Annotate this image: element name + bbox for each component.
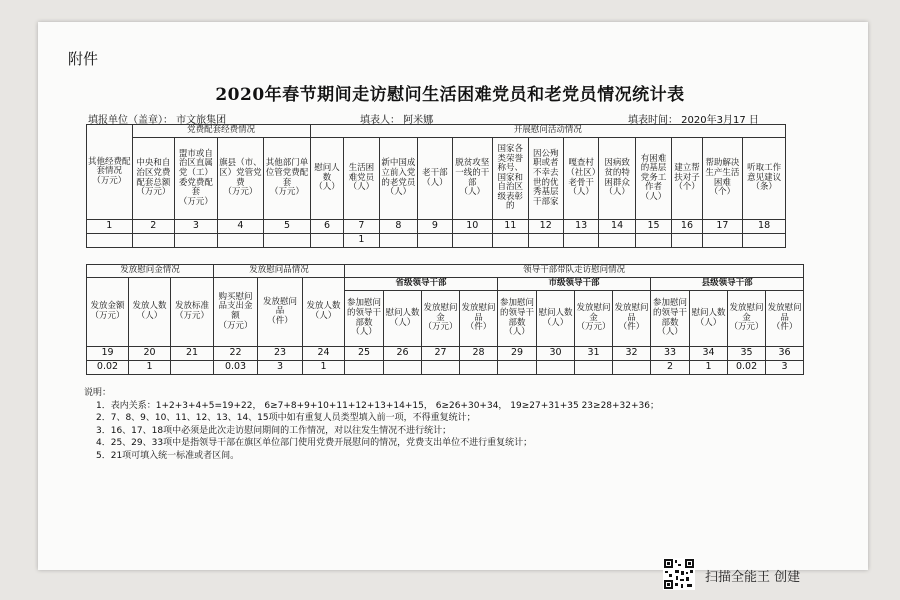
fill-date: 填表时间： 2020年3月17 日 (628, 115, 759, 126)
data-cell (493, 234, 528, 248)
header-col-27: 发放慰问金 （万元） (422, 291, 460, 347)
header-provincial-leaders: 省级领导干部 (345, 278, 498, 291)
header-col-17: 帮助解决生产生活困难 （个） (702, 138, 743, 220)
filler-name: 填表人： 阿米娜 (360, 115, 434, 126)
header-col-32: 发放慰问品 （件） (613, 291, 651, 347)
header-col-20: 发放人数 （人） (129, 278, 171, 347)
header-col-4: 旗县（市、区）党管党费 （万元） (217, 138, 264, 220)
table-row-col-numbers (87, 347, 804, 361)
col-number: 19 (87, 347, 129, 361)
data-cell (635, 234, 671, 248)
header-col-28: 发放慰问品 （件） (460, 291, 498, 347)
col-number: 32 (613, 347, 651, 361)
data-cell (613, 361, 651, 375)
header-leaders-group: 领导干部带队走访慰问情况 (345, 265, 804, 278)
header-col-21: 发放标准 （万元） (171, 278, 214, 347)
header-city-leaders: 市级领导干部 (498, 278, 651, 291)
header-activity-group: 开展慰问活动情况 (310, 125, 785, 138)
table-row-data (87, 361, 804, 375)
note-line: 3．16、17、18项中必须是此次走访慰问期间的工作情况，对以往发生情况不进行统计； (96, 425, 452, 436)
header-col-15: 有困难的基层党务工作者 （人） (635, 138, 671, 220)
header-col-19: 发放金额 （万元） (87, 278, 129, 347)
data-cell (384, 361, 422, 375)
col-number: 21 (171, 347, 214, 361)
col-number: 20 (129, 347, 171, 361)
data-cell (310, 234, 343, 248)
table-row-col-numbers (87, 220, 786, 234)
data-cell: 0.03 (214, 361, 258, 375)
header-col-35: 发放慰问金 （万元） (728, 291, 766, 347)
col-number: 35 (728, 347, 766, 361)
col-number: 3 (175, 220, 218, 234)
header-col-16: 建立帮扶对子 （个） (672, 138, 702, 220)
col-number: 36 (766, 347, 804, 361)
attachment-label: 附件 (68, 50, 99, 68)
data-cell (132, 234, 175, 248)
col-number: 4 (217, 220, 264, 234)
data-cell (563, 234, 598, 248)
note-line: 2．7、8、9、10、11、12、13、14、15项中如有重复人员类型填入前一项，不得重复统计； (96, 413, 476, 423)
data-cell: 0.02 (728, 361, 766, 375)
col-number: 28 (460, 347, 498, 361)
data-cell: 2 (651, 361, 690, 375)
page-title: 2020年春节期间走访慰问生活困难党员和老党员情况统计表 (215, 85, 685, 105)
header-col-34: 慰问人数 （人） (690, 291, 728, 347)
data-cell (528, 234, 563, 248)
header-goods-group: 发放慰问品情况 (214, 265, 345, 278)
data-cell (498, 361, 537, 375)
col-number: 1 (87, 220, 133, 234)
col-number: 7 (344, 220, 379, 234)
header-party-fund-group: 党费配套经费情况 (132, 125, 310, 138)
header-county-leaders: 县级领导干部 (651, 278, 804, 291)
data-cell (379, 234, 417, 248)
data-cell (418, 234, 452, 248)
header-col-24: 发放人数 （人） (303, 278, 345, 347)
data-cell (743, 234, 786, 248)
col-number: 25 (345, 347, 384, 361)
header-money-group: 发放慰问金情况 (87, 265, 214, 278)
col-number: 31 (575, 347, 613, 361)
header-col-14: 因病致贫的特困群众 （人） (599, 138, 635, 220)
header-col-31: 发放慰问金 （万元） (575, 291, 613, 347)
data-cell (575, 361, 613, 375)
data-cell (422, 361, 460, 375)
header-col-6: 慰问人数 （人） (310, 138, 343, 220)
col-number: 27 (422, 347, 460, 361)
data-cell (599, 234, 635, 248)
data-cell (702, 234, 743, 248)
col-number: 6 (310, 220, 343, 234)
data-cell (460, 361, 498, 375)
col-number: 29 (498, 347, 537, 361)
table-distribution (86, 264, 804, 375)
col-number: 30 (537, 347, 575, 361)
header-col-5: 其他部门单位管党费配套 （万元） (264, 138, 311, 220)
note-line: 1．表内关系：1+2+3+4+5=19+22， 6≥7+8+9+10+11+12+13+14+15， 6≥26+30+34， 19≥27+31+35 23≥28+32+36； (96, 400, 660, 411)
col-number: 11 (493, 220, 528, 234)
table-activities (86, 124, 786, 248)
col-number: 33 (651, 347, 690, 361)
data-cell (87, 234, 133, 248)
data-cell (452, 234, 493, 248)
col-number: 17 (702, 220, 743, 234)
col-number: 9 (418, 220, 452, 234)
header-col-2: 中央和自治区党费配套总额 （万元） (132, 138, 175, 220)
header-col-12: 因公殉职或者不幸去世的优秀基层干部家 (528, 138, 563, 220)
note-line: 5．21项可填入统一标准或者区间。 (96, 450, 240, 461)
col-number: 34 (690, 347, 728, 361)
scanner-watermark: 扫描全能王 创建 (705, 570, 801, 585)
col-number: 14 (599, 220, 635, 234)
header-col-25: 参加慰问的领导干部数 （人） (345, 291, 384, 347)
data-cell: 1 (129, 361, 171, 375)
col-number: 10 (452, 220, 493, 234)
header-col-13: 嘎查村（社区）老骨干 （人） (563, 138, 598, 220)
data-cell: 1 (690, 361, 728, 375)
header-col-30: 慰问人数 （人） (537, 291, 575, 347)
data-cell (345, 361, 384, 375)
col-number: 15 (635, 220, 671, 234)
col-number: 13 (563, 220, 598, 234)
data-cell (264, 234, 311, 248)
col-number: 23 (258, 347, 303, 361)
col-number: 8 (379, 220, 417, 234)
col-number: 18 (743, 220, 786, 234)
col-number: 5 (264, 220, 311, 234)
col-number: 2 (132, 220, 175, 234)
data-cell (175, 234, 218, 248)
qr-code-icon (663, 558, 695, 590)
header-col-22: 购买慰问品支出金额 （万元） (214, 278, 258, 347)
header-col-9: 老干部 （人） (418, 138, 452, 220)
col-number: 16 (672, 220, 702, 234)
data-cell (217, 234, 264, 248)
data-cell (537, 361, 575, 375)
header-col-7: 生活困难党员 （人） (344, 138, 379, 220)
header-col-36: 发放慰问品 （件） (766, 291, 804, 347)
data-cell: 3 (766, 361, 804, 375)
header-col-8: 新中国成立前入党的老党员 （人） (379, 138, 417, 220)
note-line: 4．25、29、33项中是指领导干部在旗区单位部门使用党费开展慰问的情况，党费支出单位不进行重复统计； (96, 438, 533, 448)
fill-unit: 填报单位（盖章）： 市文旅集团 (88, 115, 227, 126)
col-number: 22 (214, 347, 258, 361)
data-cell: 1 (344, 234, 379, 248)
header-other-funds: 其他经费配套情况 （万元） (87, 125, 133, 220)
header-col-3: 盟市或自治区直属党（工）委党费配套 （万元） (175, 138, 218, 220)
data-cell: 0.02 (87, 361, 129, 375)
data-cell (171, 361, 214, 375)
data-cell: 1 (303, 361, 345, 375)
col-number: 12 (528, 220, 563, 234)
table-row-data (87, 234, 786, 248)
header-col-23: 发放慰问品 （件） (258, 278, 303, 347)
col-number: 26 (384, 347, 422, 361)
notes-section (84, 387, 659, 462)
col-number: 24 (303, 347, 345, 361)
header-col-11: 国家各类荣誉称号、国家和自治区级表彰的 (493, 138, 528, 220)
header-col-26: 慰问人数 （人） (384, 291, 422, 347)
header-col-18: 听取工作意见建议 （条） (743, 138, 786, 220)
header-col-10: 脱贫攻坚一线的干部 （人） (452, 138, 493, 220)
data-cell: 3 (258, 361, 303, 375)
header-col-29: 参加慰问的领导干部数 （人） (498, 291, 537, 347)
data-cell (672, 234, 702, 248)
header-col-33: 参加慰问的领导干部数 （人） (651, 291, 690, 347)
notes-heading: 说明： (84, 388, 112, 398)
